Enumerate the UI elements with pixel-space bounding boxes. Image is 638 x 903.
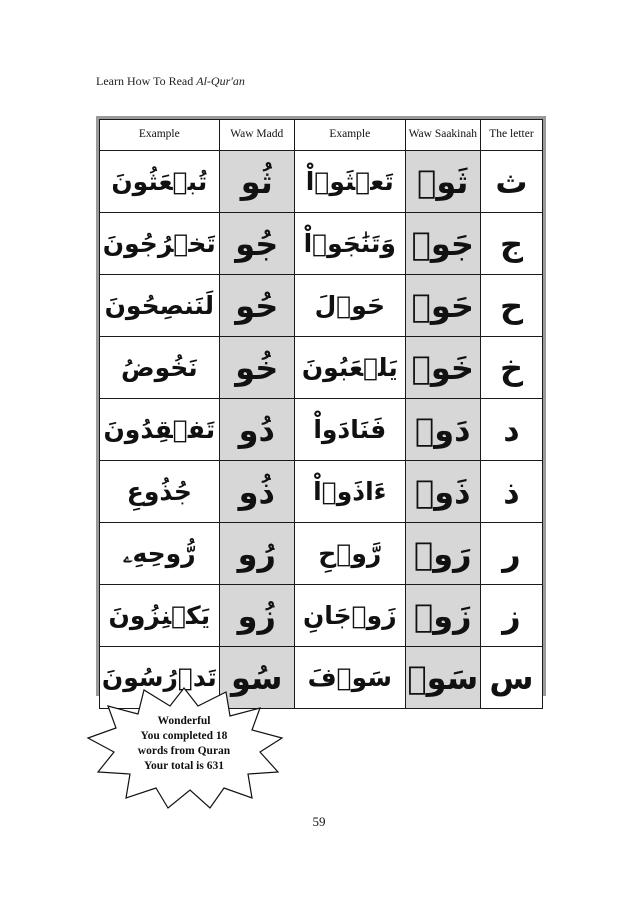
- cell-example-left-text: تَفۡقِدُونَ: [103, 415, 216, 444]
- cell-waw-madd-text: ذُو: [238, 472, 275, 511]
- cell-waw-madd: [219, 151, 294, 213]
- table-row: [100, 585, 543, 647]
- letters-table-frame: [96, 116, 546, 696]
- cell-letter-text: خ: [499, 348, 523, 387]
- cell-example-left-text: جُذُوعِ: [126, 477, 192, 506]
- burst-line-2: You completed 18: [140, 730, 228, 742]
- cell-letter-text: ح: [499, 286, 523, 325]
- cell-example-left: [100, 399, 220, 461]
- cell-letter-text: ج: [499, 224, 523, 263]
- cell-waw-madd: [219, 213, 294, 275]
- cell-letter: [480, 461, 542, 523]
- cell-waw-madd-text: جُو: [235, 224, 279, 263]
- cell-example-mid-text: ءَاذَوۡاْ: [313, 477, 387, 506]
- cell-example-mid-text: رَّوۡحِ: [318, 539, 382, 568]
- cell-example-mid: [294, 213, 405, 275]
- cell-letter-text: ر: [502, 534, 521, 573]
- cell-waw-saakinah-text: ثَوۡ: [417, 162, 469, 201]
- cell-waw-saakinah-text: حَوۡ: [411, 286, 474, 325]
- cell-example-left: [100, 585, 220, 647]
- cell-letter-text: س: [489, 658, 534, 697]
- cell-letter: [480, 523, 542, 585]
- cell-waw-saakinah: [405, 461, 480, 523]
- cell-example-mid: [294, 275, 405, 337]
- cell-waw-saakinah-text: زَوۡ: [414, 596, 472, 635]
- table-row: [100, 337, 543, 399]
- cell-example-mid: [294, 151, 405, 213]
- cell-waw-saakinah-text: سَوۡ: [407, 658, 479, 697]
- header-italic-title: Al-Qur'an: [196, 74, 245, 88]
- cell-waw-saakinah: [405, 151, 480, 213]
- page-header: [96, 74, 245, 89]
- burst-line-3: words from Quran: [137, 745, 231, 757]
- cell-waw-saakinah: [405, 523, 480, 585]
- cell-example-mid: [294, 585, 405, 647]
- cell-example-mid: [294, 647, 405, 709]
- table-row: [100, 275, 543, 337]
- cell-letter: [480, 647, 542, 709]
- cell-example-left: [100, 461, 220, 523]
- cell-waw-saakinah: [405, 399, 480, 461]
- table-header-row: [100, 120, 543, 151]
- letters-table: [99, 119, 543, 709]
- cell-example-mid: [294, 461, 405, 523]
- cell-waw-madd-text: رُو: [237, 534, 276, 573]
- cell-example-left-text: رُّوحِهِۦ: [122, 538, 196, 568]
- header-prefix: Learn How To Read: [96, 74, 197, 88]
- cell-example-mid: [294, 523, 405, 585]
- column-example-left: Example: [100, 120, 220, 151]
- cell-example-mid-text: زَوۡجَانِ: [302, 601, 397, 630]
- cell-waw-saakinah-text: دَوۡ: [415, 410, 471, 449]
- cell-example-mid-text: يَلۡعَبُونَ: [301, 353, 398, 382]
- cell-waw-saakinah: [405, 213, 480, 275]
- cell-letter: [480, 275, 542, 337]
- cell-letter: [480, 337, 542, 399]
- cell-waw-madd: [219, 337, 294, 399]
- cell-waw-saakinah: [405, 585, 480, 647]
- cell-waw-madd-text: دُو: [238, 410, 275, 449]
- cell-waw-madd-text: حُو: [235, 286, 279, 325]
- cell-example-left-text: لَنَنصِحُونَ: [104, 291, 215, 320]
- table-row: [100, 399, 543, 461]
- column-the-letter: The letter: [480, 120, 542, 151]
- congratulations-burst: [84, 686, 284, 810]
- cell-waw-saakinah-text: ذَوۡ: [415, 472, 471, 511]
- cell-waw-saakinah: [405, 337, 480, 399]
- cell-waw-saakinah-text: جَوۡ: [411, 224, 474, 263]
- table-row: [100, 461, 543, 523]
- cell-waw-madd: [219, 275, 294, 337]
- column-waw-saakinah: Waw Saakinah: [405, 120, 480, 151]
- cell-waw-saakinah: [405, 647, 480, 709]
- cell-example-left: [100, 151, 220, 213]
- column-example-mid: Example: [294, 120, 405, 151]
- cell-letter: [480, 213, 542, 275]
- cell-waw-saakinah-text: رَوۡ: [414, 534, 472, 573]
- cell-waw-madd-text: سُو: [230, 658, 283, 697]
- cell-example-left: [100, 523, 220, 585]
- cell-waw-saakinah-text: خَوۡ: [411, 348, 474, 387]
- cell-letter-text: ث: [495, 162, 528, 201]
- cell-example-mid-text: تَعۡثَوۡاْ: [305, 167, 394, 196]
- cell-waw-madd: [219, 585, 294, 647]
- cell-waw-saakinah: [405, 275, 480, 337]
- cell-example-mid: [294, 399, 405, 461]
- cell-example-left-text: تَدۡرُسُونَ: [101, 663, 217, 692]
- cell-waw-madd-text: خُو: [235, 348, 279, 387]
- cell-waw-madd: [219, 523, 294, 585]
- cell-letter: [480, 585, 542, 647]
- table-row: [100, 151, 543, 213]
- cell-letter: [480, 399, 542, 461]
- page-number: 59: [312, 814, 326, 829]
- cell-waw-madd: [219, 399, 294, 461]
- cell-example-left: [100, 213, 220, 275]
- cell-example-left-text: يَكۡنِزُونَ: [108, 601, 211, 630]
- cell-waw-madd-text: ثُو: [240, 162, 273, 201]
- cell-letter-text: ز: [502, 596, 521, 635]
- cell-example-mid-text: فَنَادَواْ: [313, 415, 387, 444]
- table-row: [100, 213, 543, 275]
- cell-letter-text: ذ: [503, 472, 520, 511]
- cell-example-left: [100, 275, 220, 337]
- burst-line-4: Your total is 631: [144, 760, 224, 772]
- table-row: [100, 523, 543, 585]
- cell-example-mid-text: سَوۡفَ: [307, 663, 392, 692]
- cell-example-mid: [294, 337, 405, 399]
- cell-waw-madd: [219, 461, 294, 523]
- cell-example-left-text: تَخۡرُجُونَ: [102, 229, 216, 258]
- burst-line-1: Wonderful: [157, 715, 211, 727]
- cell-example-mid-text: وَتَنَٰجَوۡاْ: [303, 229, 396, 258]
- cell-letter: [480, 151, 542, 213]
- cell-example-left: [100, 337, 220, 399]
- cell-example-left-text: نَخُوضُ: [120, 353, 198, 382]
- cell-waw-madd-text: زُو: [237, 596, 276, 635]
- cell-example-left-text: تُبۡعَثُونَ: [111, 167, 208, 196]
- cell-example-mid-text: حَوۡلَ: [314, 291, 385, 320]
- cell-letter-text: د: [503, 410, 520, 449]
- column-waw-madd: Waw Madd: [219, 120, 294, 151]
